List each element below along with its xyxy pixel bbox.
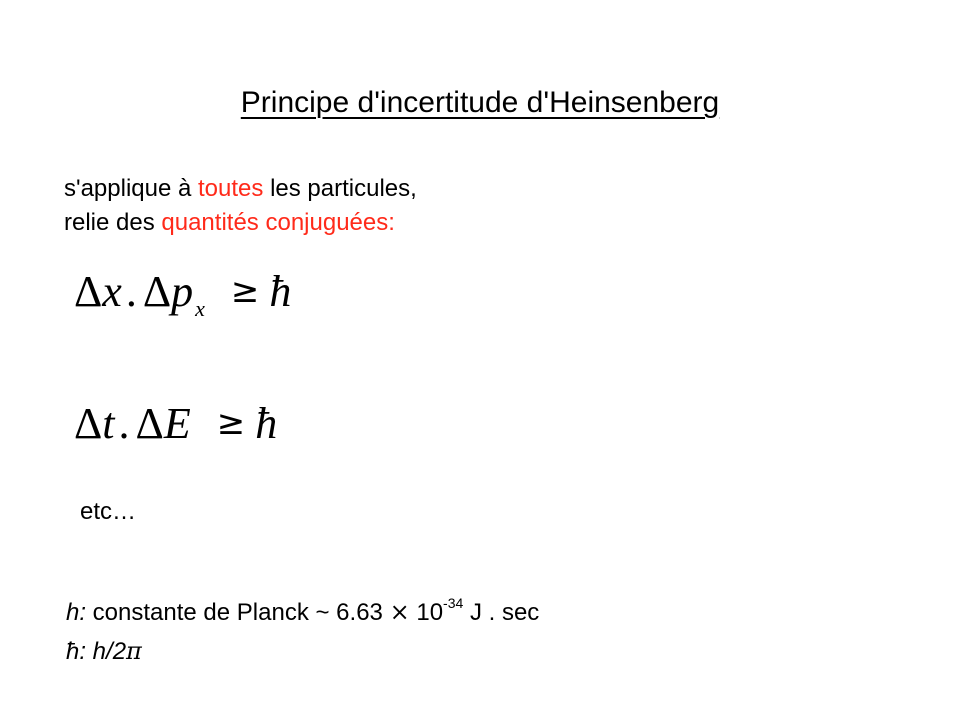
h-label: h:: [66, 599, 87, 626]
equation-time-energy: [74, 399, 278, 448]
intro-line-1-suffix: les particules,: [263, 175, 417, 202]
etc-text: etc…: [80, 498, 137, 525]
greater-equal-symbol: ≥: [216, 403, 246, 443]
dot-operator: .: [118, 399, 130, 448]
equation-position-momentum: [74, 267, 292, 321]
subscript-x: x: [195, 296, 205, 321]
intro-text: [64, 172, 417, 240]
intro-line-2: [64, 206, 417, 240]
delta-symbol: Δ: [74, 399, 103, 448]
greater-equal-symbol: ≥: [230, 271, 260, 311]
variable-t: t: [102, 399, 115, 448]
intro-highlight-conjugate: quantités conjuguées:: [161, 209, 395, 236]
power-base: 10: [409, 599, 444, 626]
variable-E: E: [163, 399, 191, 448]
times-symbol: ×: [389, 598, 410, 626]
planck-constant-line: [66, 584, 539, 632]
planck-description: constante de Planck ~ 6.63: [86, 599, 390, 626]
unit-text: J . sec: [463, 599, 540, 626]
hbar-symbol: ħ: [255, 399, 278, 448]
intro-line-1-prefix: s'applique à: [64, 175, 199, 202]
page-title: Principe d'incertitude d'Heinsenberg: [240, 86, 720, 119]
planck-definitions: [66, 584, 539, 671]
intro-line-1: [64, 172, 417, 206]
pi-symbol: π: [126, 637, 142, 665]
delta-symbol: Δ: [135, 399, 164, 448]
hbar-symbol: ħ: [269, 267, 292, 316]
intro-line-2-prefix: relie des: [64, 209, 162, 236]
delta-symbol: Δ: [142, 267, 172, 316]
variable-p: p: [171, 267, 194, 316]
intro-highlight-toutes: toutes: [198, 175, 264, 202]
delta-symbol: Δ: [74, 267, 103, 316]
variable-x: x: [102, 267, 122, 316]
reduced-planck-line: [66, 632, 539, 671]
power-exponent: -34: [443, 595, 464, 611]
dot-operator: .: [125, 267, 137, 316]
hbar-definition: ħ: h/2: [66, 638, 127, 665]
